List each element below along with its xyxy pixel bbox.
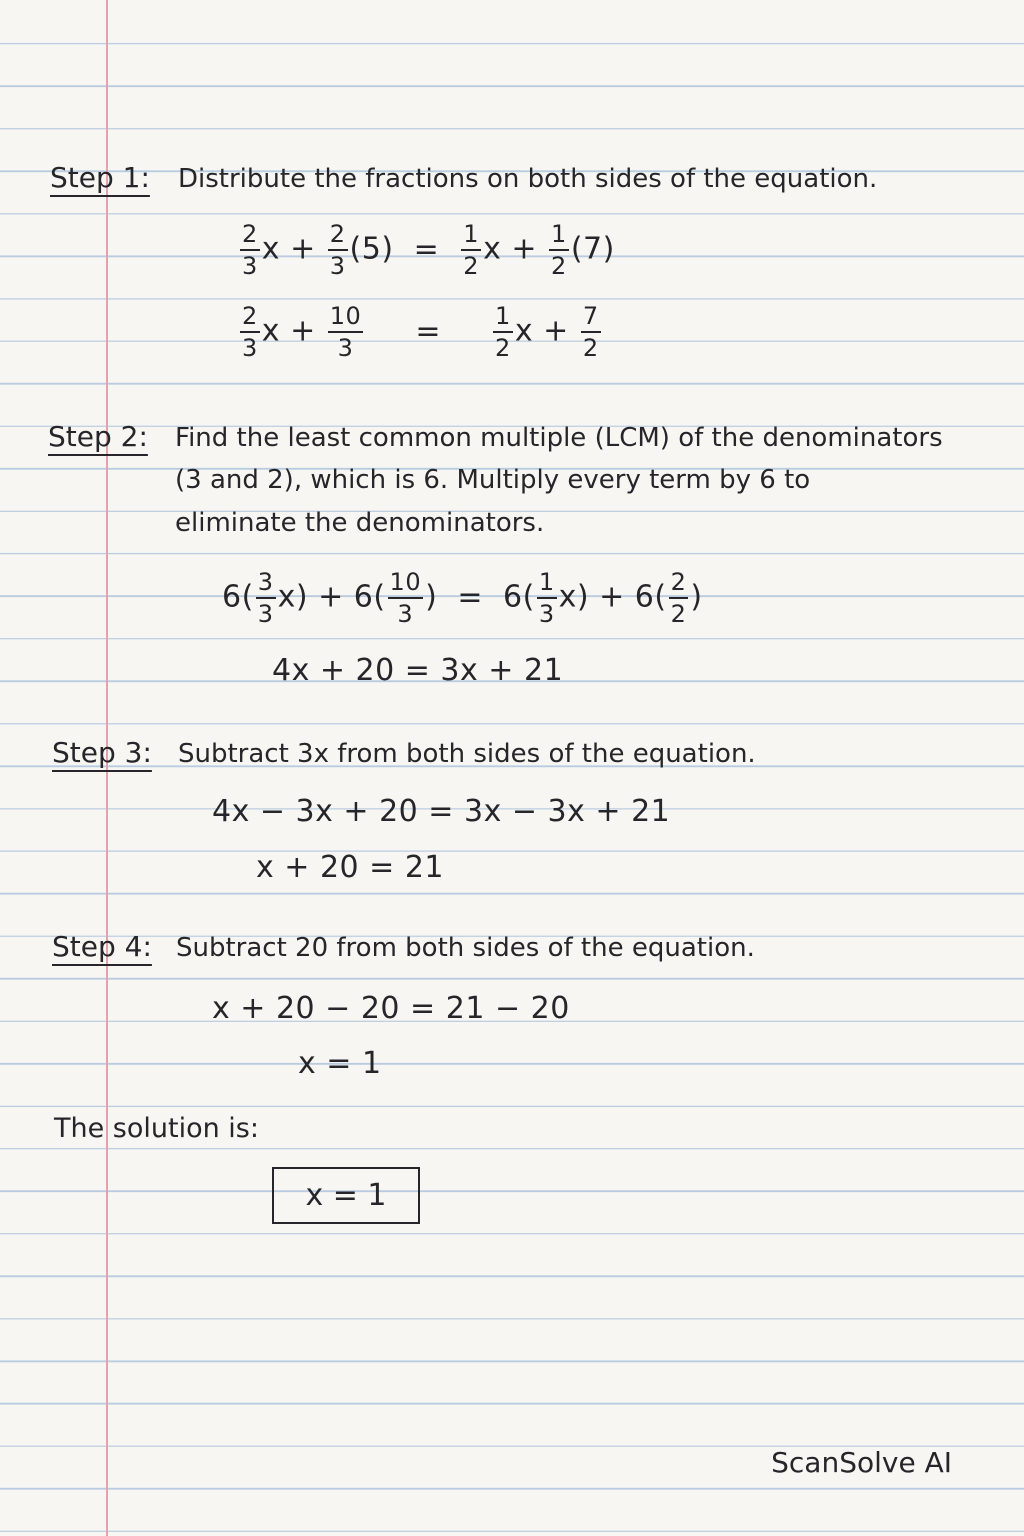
fraction: $\frac{2}{3}$ xyxy=(242,220,258,280)
equation-4b: x = 1 xyxy=(298,1046,382,1081)
step-4-label: Step 4: xyxy=(52,930,152,963)
fraction: $\frac{7}{2}$ xyxy=(582,302,599,362)
equation-1b: $\frac{2}{3}$ x + $\frac{10}{3}$ = $\frac{1}{2}$ x + $\frac{7}{2}$ xyxy=(242,302,599,362)
fraction: $\frac{1}{2}$ xyxy=(551,220,567,280)
fraction: $\frac{10}{3}$ xyxy=(329,302,362,362)
step-1-text: Distribute the fractions on both sides of the equation. xyxy=(178,164,878,194)
step-2-text-line-3: eliminate the denominators. xyxy=(175,508,545,538)
equation-1a: $\frac{2}{3}$ x + $\frac{2}{3}$ (5) = $\frac{1}{2}$ x + $\frac{1}{2}$ (7) xyxy=(242,220,615,280)
equation-3a: 4x − 3x + 20 = 3x − 3x + 21 xyxy=(212,794,671,829)
solution-label: The solution is: xyxy=(54,1113,259,1144)
fraction: $\frac{1}{2}$ xyxy=(495,302,511,362)
step-2-label: Step 2: xyxy=(48,420,148,453)
equation-2a: 6( $\frac{3}{3}$ x) + 6( $\frac{10}{3}$ ) = 6( $\frac{1}{3}$ x) + 6( $\frac{2}{2}$ ) xyxy=(222,568,703,628)
fraction: $\frac{1}{2}$ xyxy=(463,220,480,280)
equation-2b: 4x + 20 = 3x + 21 xyxy=(272,653,564,688)
brand-signature: ScanSolve AI xyxy=(771,1446,952,1479)
fraction: $\frac{1}{3}$ xyxy=(538,568,555,628)
equation-4a: x + 20 − 20 = 21 − 20 xyxy=(212,991,570,1026)
step-4-text: Subtract 20 from both sides of the equation. xyxy=(176,933,755,963)
fraction: $\frac{2}{3}$ xyxy=(242,302,258,362)
step-3-text: Subtract 3x from both sides of the equation. xyxy=(178,739,756,769)
step-2-text-line-2: (3 and 2), which is 6. Multiply every term by 6 to xyxy=(175,465,811,495)
step-3-label: Step 3: xyxy=(52,736,152,769)
fraction: $\frac{2}{3}$ xyxy=(329,220,346,280)
fraction: $\frac{2}{2}$ xyxy=(670,568,687,628)
step-1-label: Step 1: xyxy=(50,161,150,194)
answer-box: x = 1 xyxy=(272,1167,420,1224)
equation-3b: x + 20 = 21 xyxy=(256,850,445,885)
fraction: $\frac{10}{3}$ xyxy=(389,568,422,628)
step-2-text-line-1: Find the least common multiple (LCM) of the denominators xyxy=(175,423,943,453)
fraction: $\frac{3}{3}$ xyxy=(257,568,274,628)
